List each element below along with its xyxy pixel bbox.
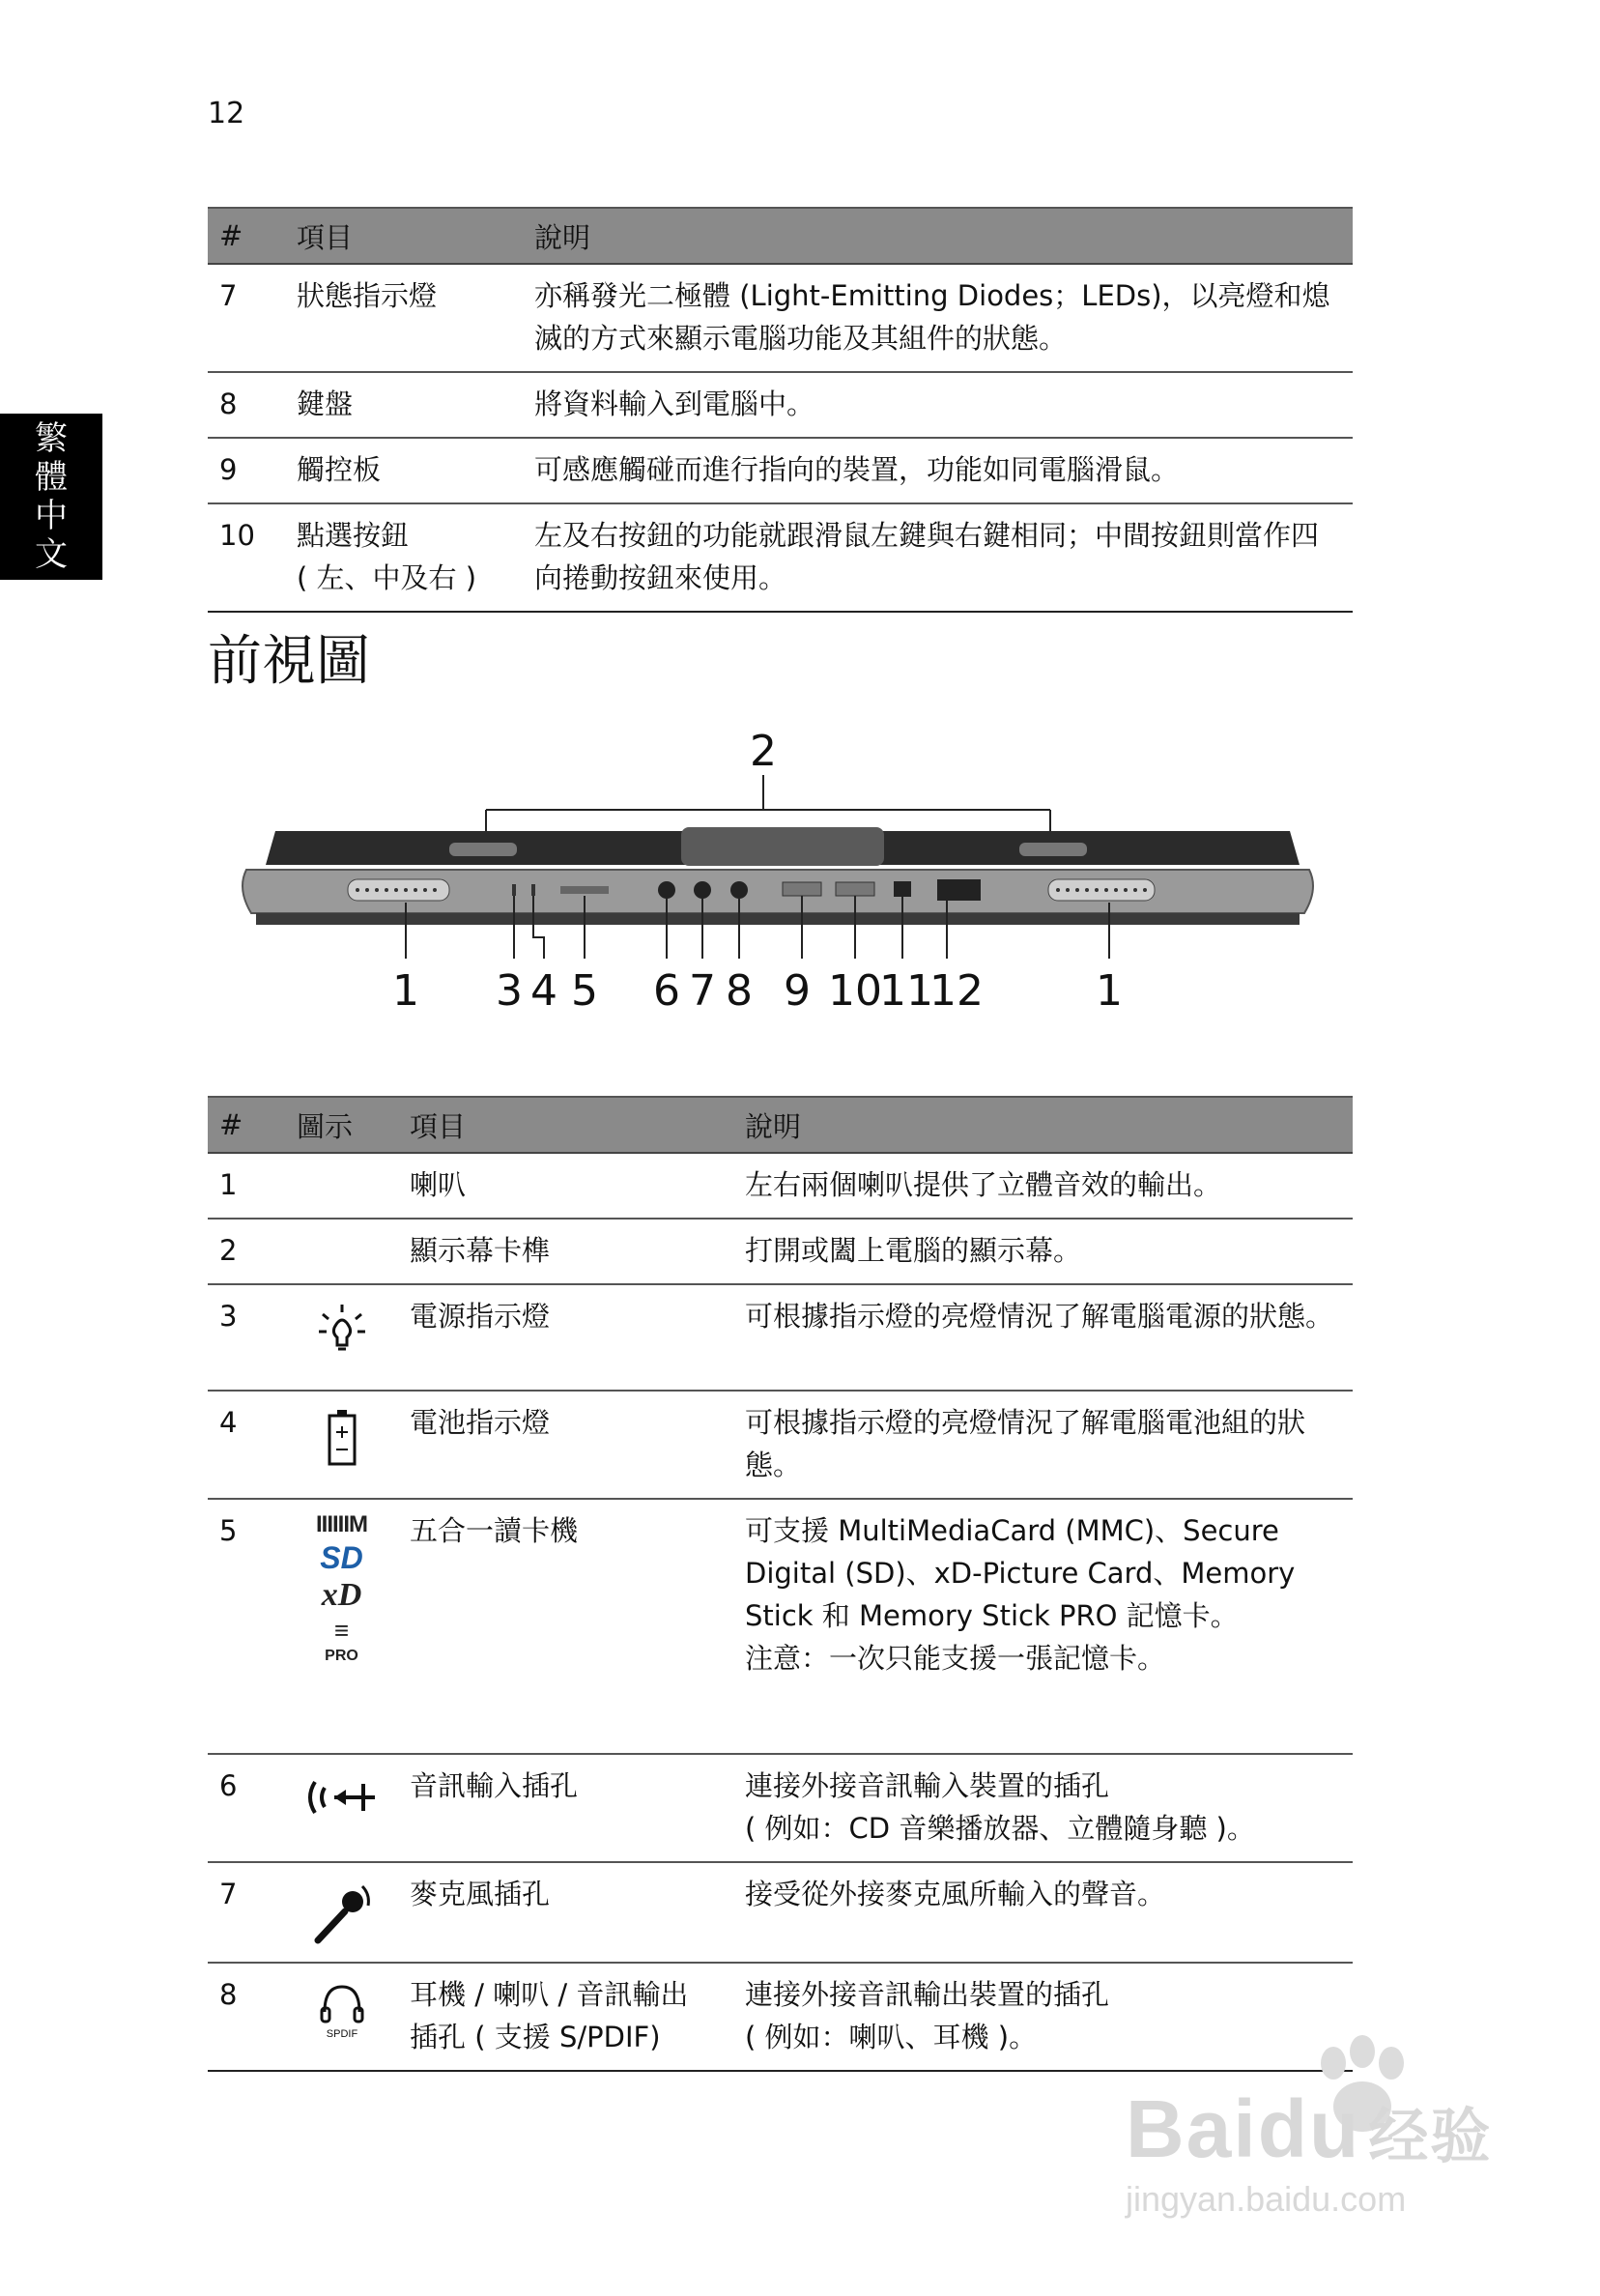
row-num: 3 (208, 1284, 285, 1391)
baidu-watermark (1116, 2034, 1522, 2218)
row-icon (285, 1153, 398, 1219)
laptop-front-illustration (237, 725, 1319, 1015)
row-item: 狀態指示燈 (285, 264, 523, 372)
row-desc: 將資料輸入到電腦中。 (523, 372, 1353, 438)
headphones-spdif-icon (313, 1979, 371, 2041)
row-item: 喇叭 (398, 1153, 733, 1219)
row-desc: 亦稱發光二極體 (Light-Emitting Diodes；LEDs)，以亮燈和熄滅的方式來顯示電腦功能及其組件的狀態。 (523, 264, 1353, 372)
power-indicator-icon (315, 1301, 369, 1359)
row-desc-line: ( 例如：CD 音樂播放器、立體隨身聽 )。 (745, 1812, 1255, 1845)
table-row (208, 1391, 1353, 1499)
row-icon (285, 1963, 398, 2071)
sd-logo: SD (320, 1540, 363, 1575)
table-row (208, 503, 1353, 612)
memory-stick-pro-logo: PRO (325, 1648, 358, 1664)
card-reader-logos (297, 1509, 386, 1664)
front-view-table (208, 1096, 1353, 2072)
table-row (208, 1499, 1353, 1754)
page-number: 12 (208, 97, 245, 130)
watermark-text (1126, 2082, 1492, 2176)
status-table (208, 207, 1353, 613)
row-icon (285, 1219, 398, 1284)
row-num: 7 (208, 264, 285, 372)
row-desc-line: ( 例如：喇叭、耳機 )。 (745, 2021, 1038, 2053)
row-item: 麥克風插孔 (398, 1862, 733, 1963)
table-row (208, 1862, 1353, 1963)
row-desc (733, 1754, 1353, 1862)
table-row (208, 264, 1353, 372)
memory-stick-logo: ≡ (333, 1616, 350, 1645)
watermark-cn: 经验 (1368, 2104, 1493, 2170)
col-header-num: # (208, 208, 285, 264)
callout-label: 11 (879, 966, 933, 1015)
row-icon (285, 1862, 398, 1963)
row-desc: 可根據指示燈的亮燈情況了解電腦電源的狀態。 (733, 1284, 1353, 1391)
row-num: 2 (208, 1219, 285, 1284)
watermark-bai: Bai (1126, 2083, 1258, 2174)
speaker-right (1048, 879, 1155, 901)
col-header-desc: 說明 (733, 1097, 1353, 1153)
row-item (398, 1963, 733, 2071)
row-num: 1 (208, 1153, 285, 1219)
row-desc-text: 可支援 MultiMediaCard (MMC)、Secure Digital (SD)、xD-Picture Card、Memory Stick 和 Memory Stick PRO 記憶卡。 (745, 1514, 1296, 1632)
row-desc (733, 1499, 1353, 1754)
row-desc-line: 連接外接音訊輸出裝置的插孔 (745, 1978, 1110, 2011)
row-num: 7 (208, 1862, 285, 1963)
side-tab-char: 文 (35, 535, 68, 574)
callout-label: 4 (530, 966, 557, 1015)
row-desc: 打開或闔上電腦的顯示幕。 (733, 1219, 1353, 1284)
row-item-line: 插孔 ( 支援 S/PDIF) (410, 2021, 661, 2053)
row-icon (285, 1284, 398, 1391)
side-tab-char: 體 (35, 458, 68, 497)
side-tab-char: 繁 (35, 419, 68, 458)
callout-label: 1 (1096, 966, 1123, 1015)
table-header-row (208, 208, 1353, 264)
row-desc-line: 連接外接音訊輸入裝置的插孔 (745, 1769, 1110, 1802)
headphone-jack (730, 881, 748, 899)
row-icon (285, 1499, 398, 1754)
callout-label: 9 (784, 966, 811, 1015)
row-desc: 左及右按鈕的功能就跟滑鼠左鍵與右鍵相同；中間按鈕則當作四向捲動按鈕來使用。 (523, 503, 1353, 612)
row-num: 8 (208, 1963, 285, 2071)
row-item: 五合一讀卡機 (398, 1499, 733, 1754)
row-item-line: ( 左、中及右 ) (297, 561, 477, 594)
callout-label: 10 (828, 966, 882, 1015)
row-num: 10 (208, 503, 285, 612)
table-row (208, 372, 1353, 438)
watermark-url: jingyan.baidu.com (1126, 2179, 1407, 2219)
callout-label: 3 (496, 966, 523, 1015)
callout-label: 6 (653, 966, 680, 1015)
table-row (208, 1219, 1353, 1284)
row-note: 注意：一次只能支援一張記憶卡。 (745, 1642, 1166, 1675)
row-item: 音訊輸入插孔 (398, 1754, 733, 1862)
audio-in-jack (658, 881, 675, 899)
col-header-icon: 圖示 (285, 1097, 398, 1153)
row-item: 電池指示燈 (398, 1391, 733, 1499)
audio-in-icon (301, 1770, 383, 1824)
row-num: 6 (208, 1754, 285, 1862)
side-tab-char: 中 (35, 497, 68, 535)
row-icon (285, 1391, 398, 1499)
col-header-desc: 說明 (523, 208, 1353, 264)
microphone-icon (308, 1879, 376, 1950)
table-row (208, 1754, 1353, 1862)
row-num: 5 (208, 1499, 285, 1754)
row-item-line: 耳機 / 喇叭 / 音訊輸出 (410, 1978, 689, 2011)
row-desc: 可根據指示燈的亮燈情況了解電腦電池組的狀態。 (733, 1391, 1353, 1499)
watermark-du: du (1257, 2083, 1361, 2174)
callout-label: 7 (689, 966, 716, 1015)
language-side-tab (0, 414, 102, 580)
callout-label: 12 (929, 966, 984, 1015)
table-row (208, 438, 1353, 503)
battery-indicator-icon (323, 1407, 361, 1469)
microphone-jack (694, 881, 711, 899)
row-item: 鍵盤 (285, 372, 523, 438)
col-header-item: 項目 (398, 1097, 733, 1153)
row-item (285, 503, 523, 612)
row-num: 4 (208, 1391, 285, 1499)
col-header-item: 項目 (285, 208, 523, 264)
callout-label: 8 (726, 966, 753, 1015)
callout-label: 5 (571, 966, 598, 1015)
mmc-logo: IIIIIIM (316, 1511, 367, 1537)
row-icon (285, 1754, 398, 1862)
latch-right (1019, 843, 1087, 856)
latch-left (449, 843, 517, 856)
row-num: 8 (208, 372, 285, 438)
row-desc: 左右兩個喇叭提供了立體音效的輸出。 (733, 1153, 1353, 1219)
row-item: 電源指示燈 (398, 1284, 733, 1391)
col-header-num: # (208, 1097, 285, 1153)
card-reader-slot (560, 886, 609, 894)
xd-logo: xD (321, 1577, 362, 1613)
row-num: 9 (208, 438, 285, 503)
row-desc: 接受從外接麥克風所輸入的聲音。 (733, 1862, 1353, 1963)
callout-label: 2 (750, 727, 777, 776)
row-desc: 可感應觸碰而進行指向的裝置，功能如同電腦滑鼠。 (523, 438, 1353, 503)
row-item: 觸控板 (285, 438, 523, 503)
front-view-figure (237, 725, 1319, 1015)
table-header-row (208, 1097, 1353, 1153)
table-row (208, 1153, 1353, 1219)
display-latch (681, 827, 884, 866)
section-title: 前視圖 (208, 630, 370, 693)
callout-label: 1 (392, 966, 419, 1015)
table-row (208, 1284, 1353, 1391)
spdif-label: SPDIF (326, 2028, 357, 2040)
row-item: 顯示幕卡榫 (398, 1219, 733, 1284)
row-item-line: 點選按鈕 (297, 519, 410, 552)
